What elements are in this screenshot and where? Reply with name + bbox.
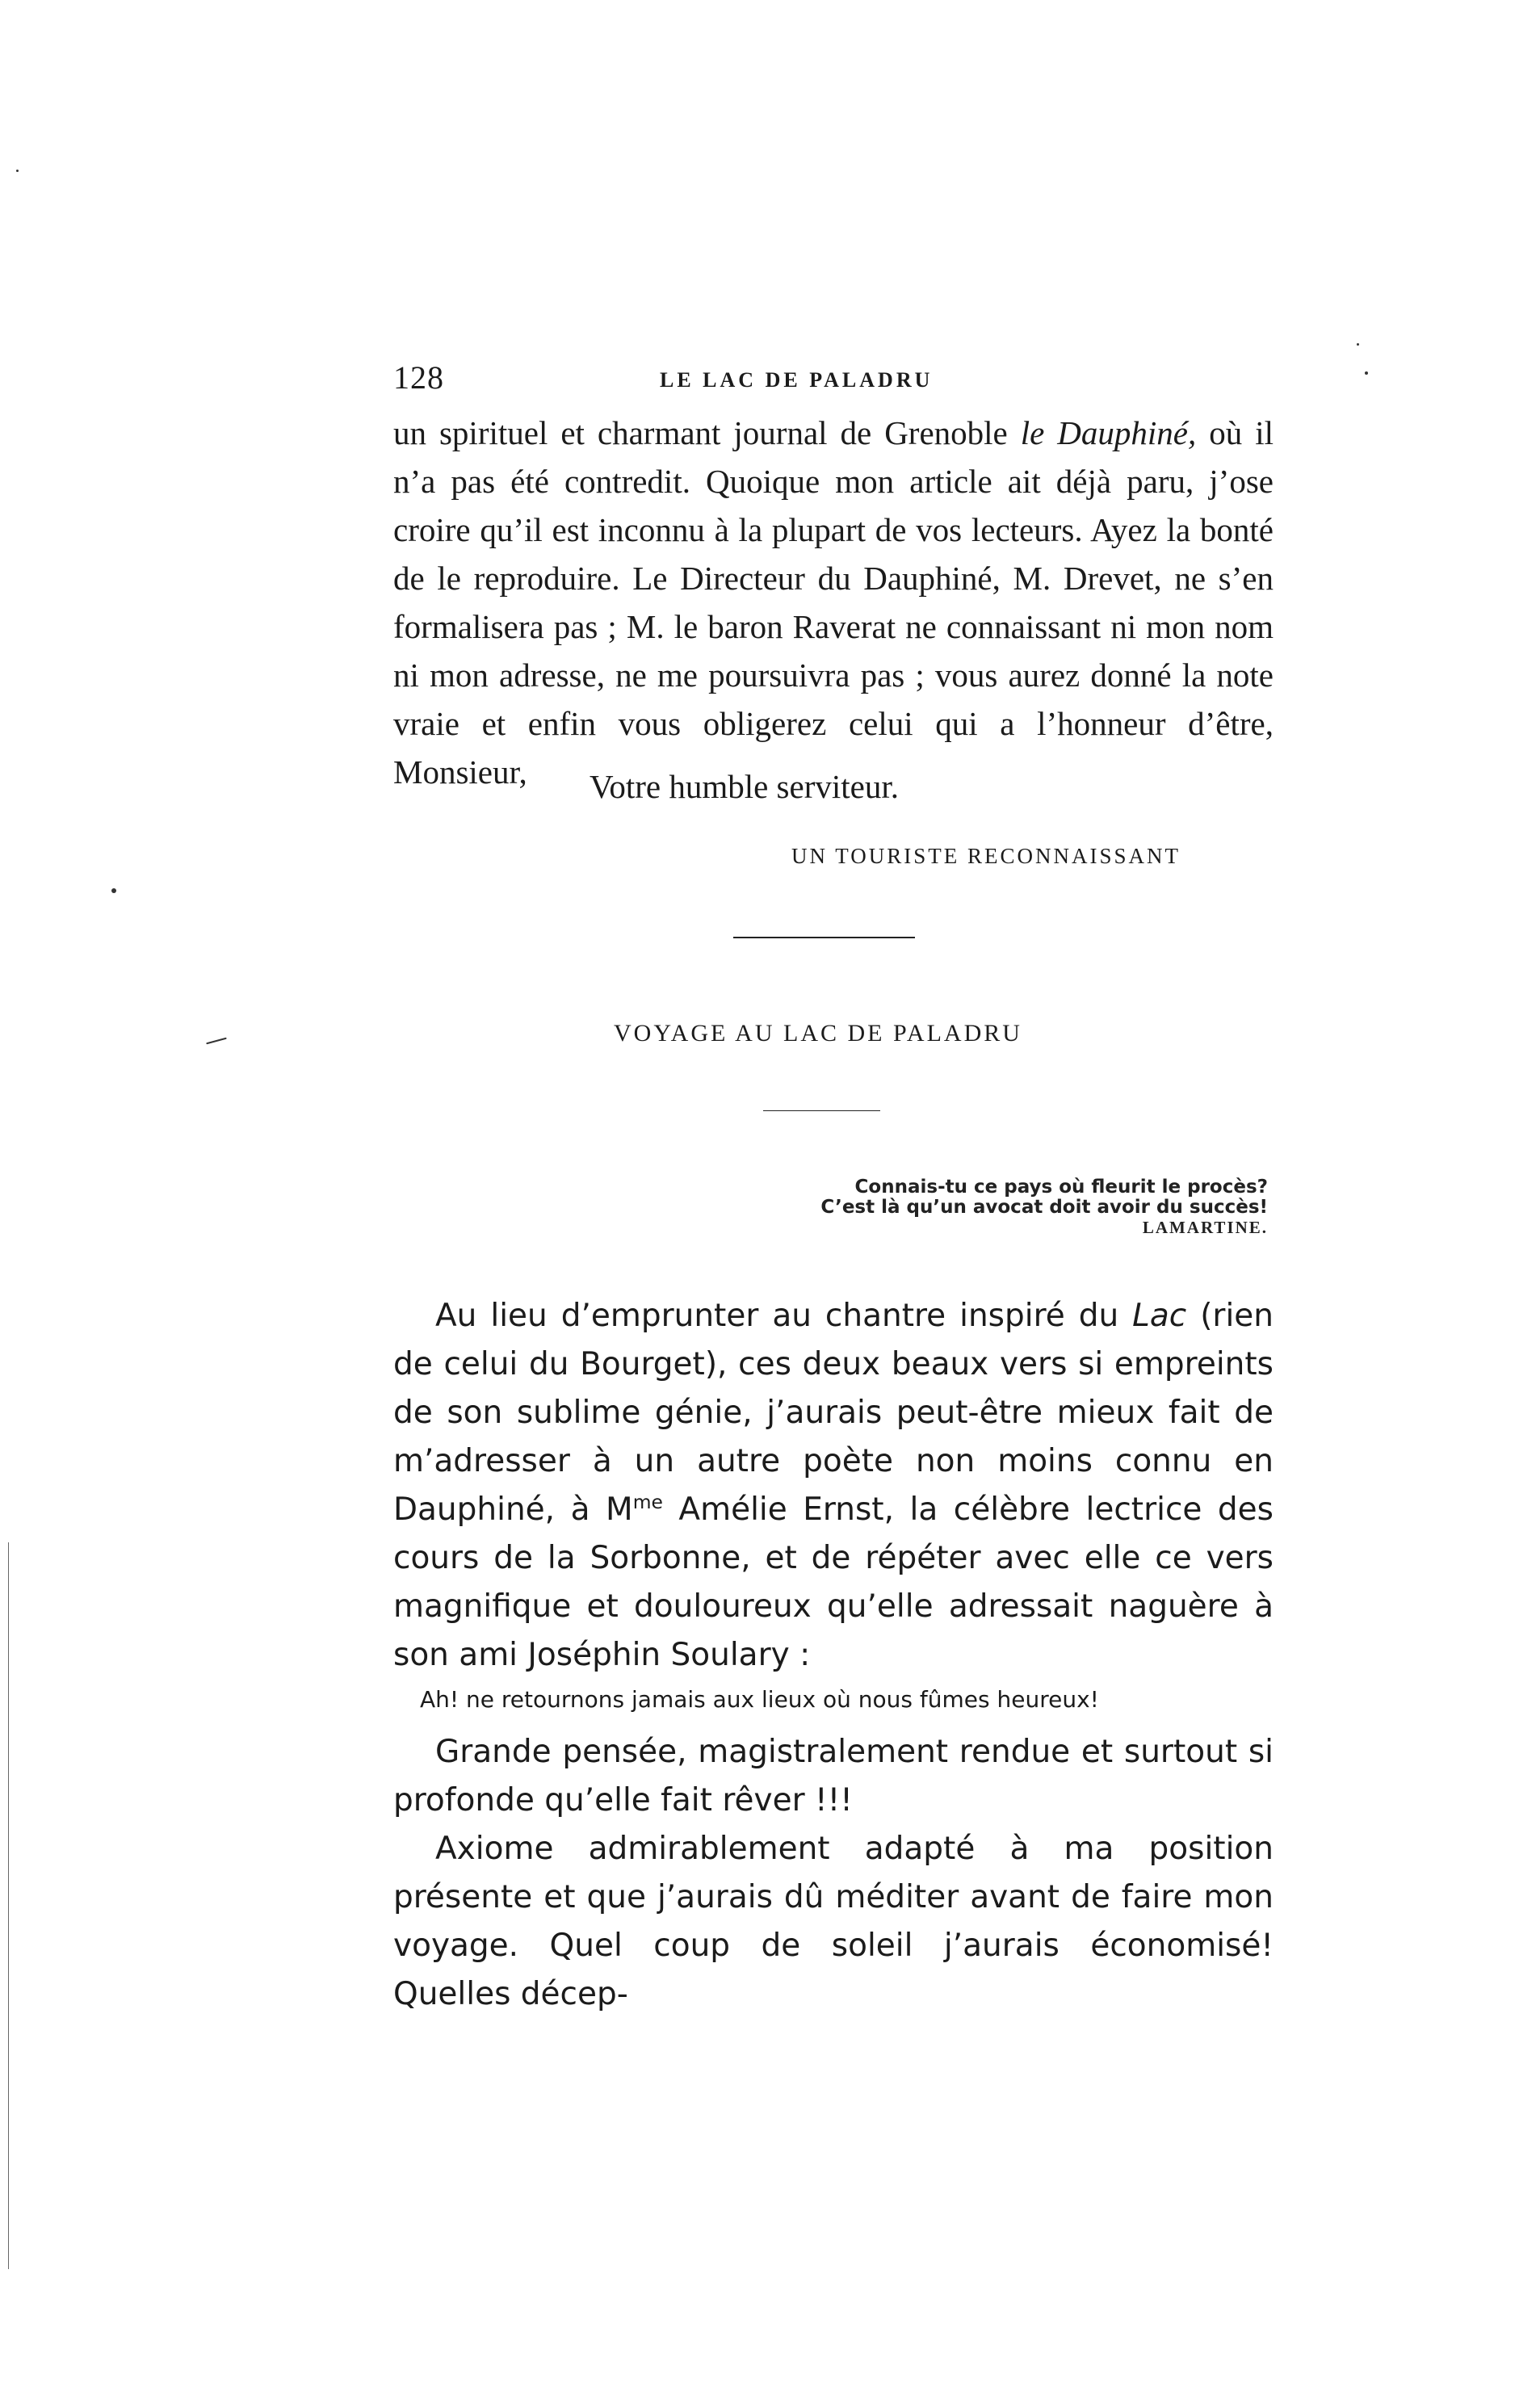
body-paragraph-1 [393, 1292, 1274, 1680]
quoted-verse: Ah! ne retournons jamais aux lieux où nous fûmes heureux! [420, 1686, 1099, 1713]
scan-speck [1357, 343, 1359, 346]
paragraph-text: Au lieu d’emprunter au chantre inspiré du Lac (rien de celui du Bourget), ces deux beaux vers si empreints de son sublime génie, j’aurais peut-être mieux fait de m’adresser à un autre poète non moins connu en Dauphiné, à $M^{me}$ Amélie Ernst, la célèbre lectrice des cours de la Sorbonne, et de répéter avec elle ce vers magnifique et douloureux qu’elle adressait naguère à son ami Joséphin Soulary : [393, 1298, 1274, 1673]
page-number: 128 [393, 359, 444, 396]
epigraph-author: LAMARTINE. [1142, 1218, 1268, 1237]
paragraph-text: Axiome admirablement adapté à ma position présente et que j’aurais dû méditer avant de faire mon voyage. Quel coup de soleil j’aurais économisé! Quelles décep- [393, 1831, 1274, 2012]
letter-text: un spirituel et charmant journal de Grenoble le Dauphiné, où il n’a pas été contredit. Quoique mon article ait déjà paru, j’ose croire qu’il est inconnu à la plupart de vos lecteurs. Ayez la bonté de le reproduire. Le Directeur du Dauphiné, M. Drevet, ne s’en formalisera pas ; M. le baron Raverat ne connaissant ni mon nom ni mon adresse, ne me poursuivra pas ; vous aurez donné la note vraie et enfin vous obligerez celui qui a l’honneur d’être, Monsieur, [393, 414, 1274, 791]
epigraph-line-1: Connais-tu ce pays où fleurit le procès? [854, 1177, 1268, 1198]
italic-phrase: le Dauphiné, [1020, 414, 1197, 451]
italic-lac: Lac [1132, 1298, 1187, 1334]
letter-signature: UN TOURISTE RECONNAISSANT [791, 844, 1181, 868]
title-underline [763, 1110, 880, 1111]
running-title: LE LAC DE PALADRU [660, 368, 934, 392]
section-title: VOYAGE AU LAC DE PALADRU [614, 1020, 1022, 1047]
scan-mark [206, 1038, 227, 1045]
scan-speck [16, 170, 19, 172]
running-head [393, 355, 1274, 404]
epigraph [808, 1177, 1268, 1238]
scan-edge-line [8, 1542, 9, 2269]
paragraph-text: Grande pensée, magistralement rendue et surtout si profonde qu’elle fait rêver !!! [393, 1734, 1274, 1819]
letter-paragraph [393, 409, 1274, 796]
body-paragraph-2 [393, 1728, 1274, 2019]
letter-signoff: Votre humble serviteur. [590, 768, 899, 805]
scan-speck [1365, 371, 1368, 375]
section-divider [733, 937, 915, 938]
superscript: me [632, 1491, 663, 1513]
epigraph-line-2: C’est là qu’un avocat doit avoir du succès! [820, 1197, 1268, 1218]
scan-speck [111, 888, 116, 893]
